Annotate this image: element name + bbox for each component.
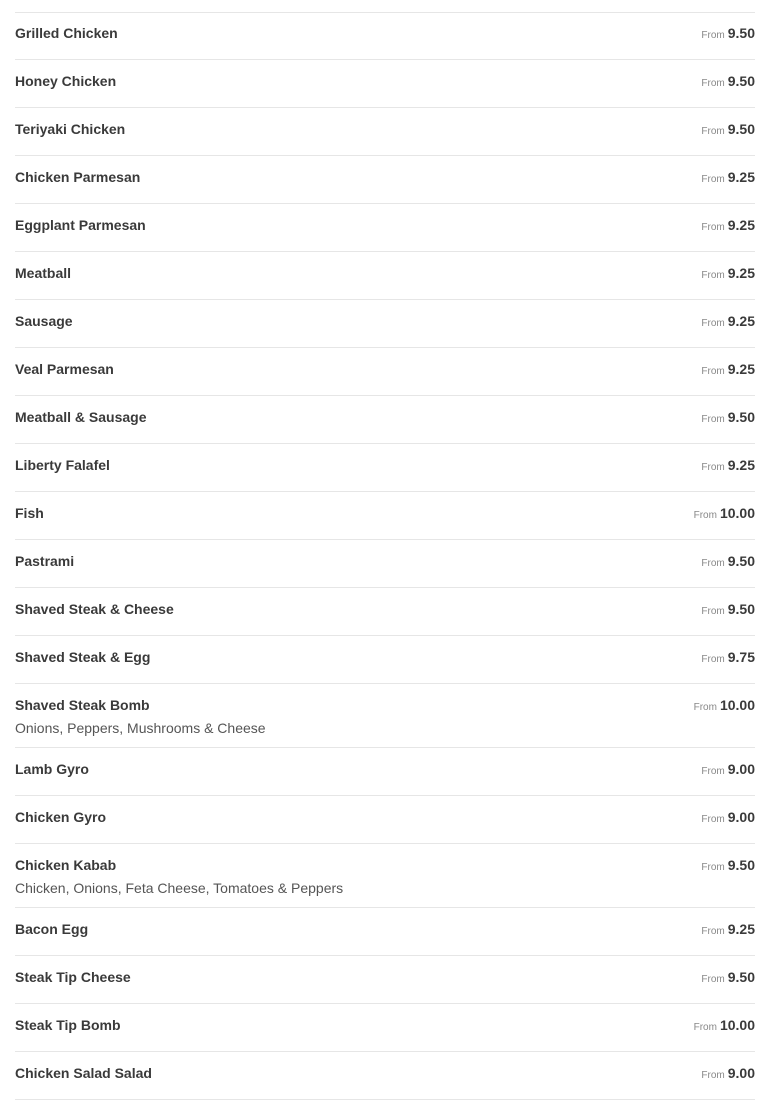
item-price xyxy=(694,697,755,716)
item-price xyxy=(701,553,755,572)
price-value: 9.50 xyxy=(727,969,755,985)
price-prefix: From xyxy=(693,702,717,713)
item-price xyxy=(694,505,755,524)
menu-item[interactable] xyxy=(15,636,755,684)
price-value: 9.25 xyxy=(727,361,755,377)
item-price xyxy=(701,217,755,236)
item-name: Shaved Steak & Egg xyxy=(15,649,151,665)
price-prefix: From xyxy=(701,974,725,985)
price-prefix: From xyxy=(701,766,725,777)
menu-item[interactable] xyxy=(15,108,755,156)
item-description: Onions, Peppers, Mushrooms & Cheese xyxy=(15,720,266,736)
item-price xyxy=(701,1065,755,1084)
price-prefix: From xyxy=(701,862,725,873)
menu-item[interactable] xyxy=(15,908,755,956)
item-name: Chicken Kabab xyxy=(15,857,117,873)
price-prefix: From xyxy=(701,814,725,825)
price-prefix: From xyxy=(701,318,725,329)
item-price xyxy=(701,809,755,828)
price-value: 9.50 xyxy=(727,857,755,873)
price-value: 9.50 xyxy=(727,409,755,425)
price-prefix: From xyxy=(693,510,717,521)
menu-item[interactable] xyxy=(15,348,755,396)
menu-item[interactable] xyxy=(15,444,755,492)
item-name: Honey Chicken xyxy=(15,73,117,89)
menu-item[interactable] xyxy=(15,748,755,796)
price-prefix: From xyxy=(701,926,725,937)
item-description: Chicken, Onions, Feta Cheese, Tomatoes & Peppers xyxy=(15,880,344,896)
item-price xyxy=(701,649,755,668)
menu-item[interactable] xyxy=(15,204,755,252)
menu-item[interactable] xyxy=(15,588,755,636)
price-prefix: From xyxy=(701,366,725,377)
item-name: Liberty Falafel xyxy=(15,457,110,473)
item-price xyxy=(701,73,755,92)
item-price xyxy=(701,921,755,940)
item-name: Teriyaki Chicken xyxy=(15,121,126,137)
menu-item[interactable] xyxy=(15,1052,755,1100)
item-name: Chicken Gyro xyxy=(15,809,107,825)
price-prefix: From xyxy=(701,414,725,425)
item-price xyxy=(701,969,755,988)
item-name: Shaved Steak & Cheese xyxy=(15,601,174,617)
item-price xyxy=(701,313,755,332)
price-value: 9.50 xyxy=(727,601,755,617)
item-name: Meatball xyxy=(15,265,72,281)
menu-item[interactable] xyxy=(15,956,755,1004)
item-price xyxy=(701,25,755,44)
item-name: Meatball & Sausage xyxy=(15,409,147,425)
price-prefix: From xyxy=(701,462,725,473)
menu-item[interactable] xyxy=(15,844,755,908)
menu-item[interactable] xyxy=(15,684,755,748)
item-name: Sausage xyxy=(15,313,73,329)
menu-item[interactable] xyxy=(15,396,755,444)
item-price xyxy=(694,1017,755,1036)
item-name: Eggplant Parmesan xyxy=(15,217,146,233)
item-name: Shaved Steak Bomb xyxy=(15,697,150,713)
item-name: Grilled Chicken xyxy=(15,25,118,41)
price-value: 10.00 xyxy=(719,1017,755,1033)
price-value: 10.00 xyxy=(719,697,755,713)
menu-list xyxy=(15,0,755,1100)
price-value: 10.00 xyxy=(719,505,755,521)
price-prefix: From xyxy=(701,222,725,233)
price-value: 9.25 xyxy=(727,169,755,185)
menu-item[interactable] xyxy=(15,60,755,108)
item-price xyxy=(701,361,755,380)
price-value: 9.25 xyxy=(727,217,755,233)
item-name: Bacon Egg xyxy=(15,921,89,937)
menu-item[interactable] xyxy=(15,796,755,844)
item-price xyxy=(701,409,755,428)
menu-item[interactable] xyxy=(15,252,755,300)
item-price xyxy=(701,761,755,780)
item-name: Steak Tip Cheese xyxy=(15,969,131,985)
item-price xyxy=(701,857,755,876)
item-price xyxy=(701,601,755,620)
item-name: Fish xyxy=(15,505,44,521)
price-value: 9.25 xyxy=(727,313,755,329)
item-price xyxy=(701,457,755,476)
price-value: 9.25 xyxy=(727,265,755,281)
menu-item[interactable] xyxy=(15,12,755,60)
price-prefix: From xyxy=(701,30,725,41)
price-prefix: From xyxy=(701,270,725,281)
item-name: Lamb Gyro xyxy=(15,761,89,777)
price-value: 9.75 xyxy=(727,649,755,665)
price-prefix: From xyxy=(701,558,725,569)
item-name: Veal Parmesan xyxy=(15,361,114,377)
price-value: 9.00 xyxy=(727,1065,755,1081)
menu-item[interactable] xyxy=(15,540,755,588)
menu-item[interactable] xyxy=(15,1004,755,1052)
item-price xyxy=(701,121,755,140)
price-value: 9.50 xyxy=(727,553,755,569)
item-name: Chicken Parmesan xyxy=(15,169,141,185)
price-prefix: From xyxy=(701,1070,725,1081)
item-name: Steak Tip Bomb xyxy=(15,1017,121,1033)
price-value: 9.50 xyxy=(727,121,755,137)
price-value: 9.00 xyxy=(727,761,755,777)
menu-item[interactable] xyxy=(15,300,755,348)
item-name: Pastrami xyxy=(15,553,75,569)
price-value: 9.25 xyxy=(727,457,755,473)
price-value: 9.50 xyxy=(727,73,755,89)
price-value: 9.50 xyxy=(727,25,755,41)
item-price xyxy=(701,169,755,188)
item-name: Chicken Salad Salad xyxy=(15,1065,152,1081)
menu-item[interactable] xyxy=(15,156,755,204)
price-prefix: From xyxy=(701,654,725,665)
price-prefix: From xyxy=(701,606,725,617)
price-value: 9.00 xyxy=(727,809,755,825)
price-prefix: From xyxy=(701,174,725,185)
price-prefix: From xyxy=(701,126,725,137)
menu-item[interactable] xyxy=(15,492,755,540)
item-price xyxy=(701,265,755,284)
price-prefix: From xyxy=(701,78,725,89)
price-value: 9.25 xyxy=(727,921,755,937)
price-prefix: From xyxy=(693,1022,717,1033)
